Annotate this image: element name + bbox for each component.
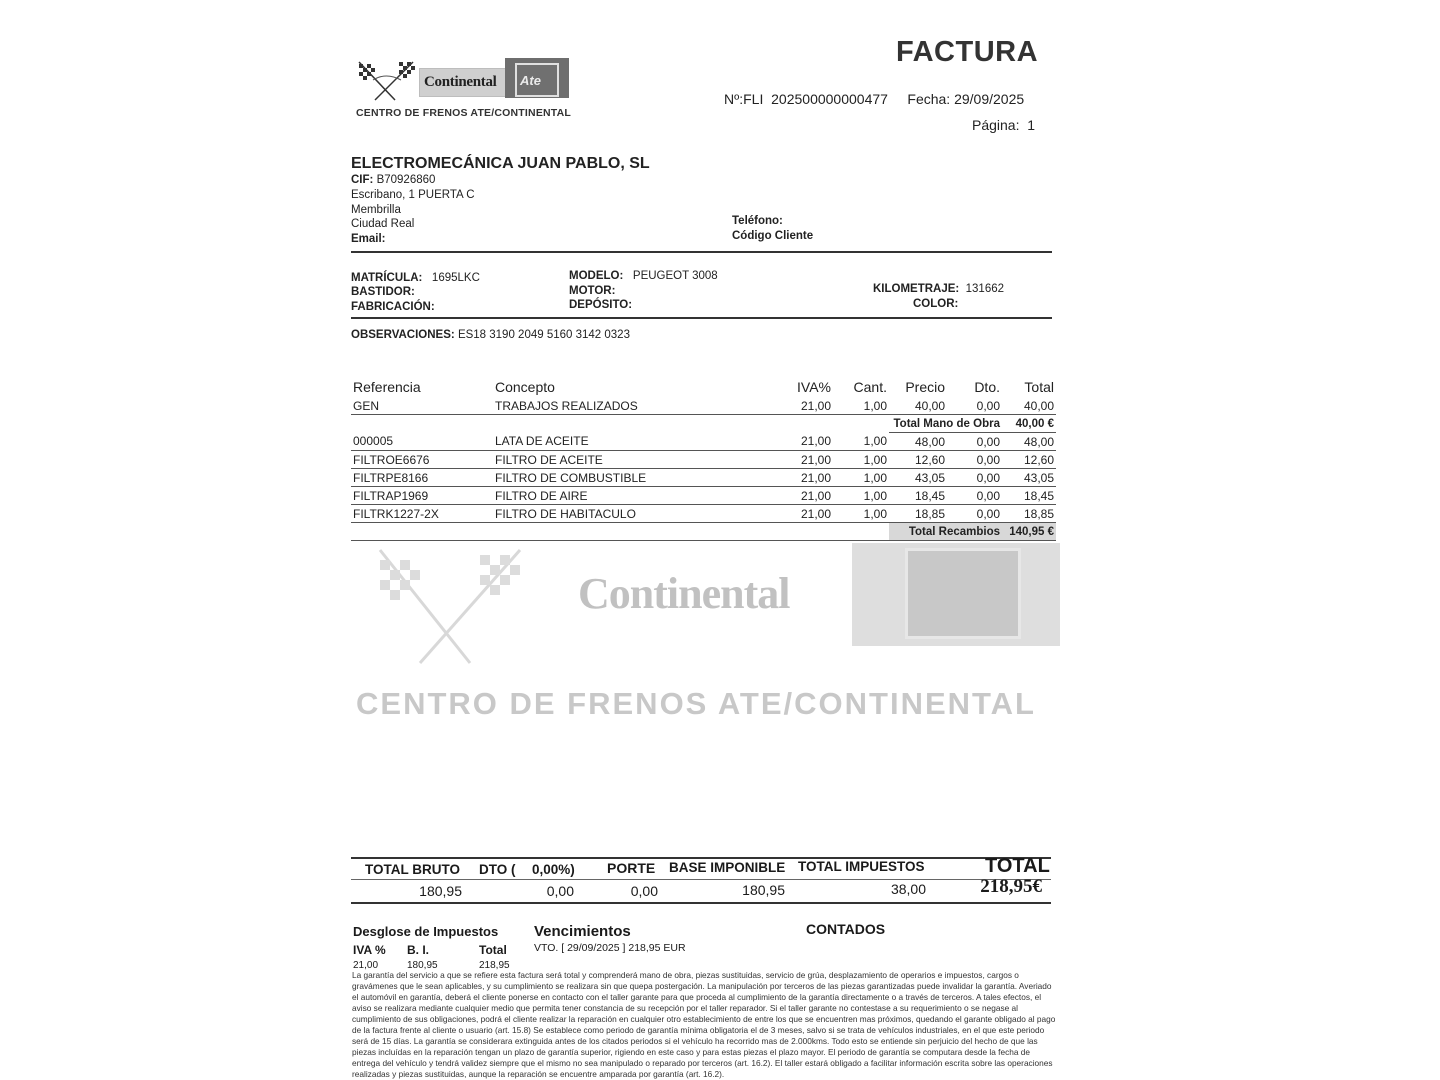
invoice-date: 29/09/2025 [954,91,1025,107]
cell-qty: 1,00 [833,451,889,469]
cell-total: 43,05 [1002,469,1056,487]
col-concept: Concepto [495,379,555,395]
cell-discount: 0,00 [947,487,1002,505]
client-province: Ciudad Real [351,218,415,230]
cell-concept: TRABAJOS REALIZADOS [493,397,753,415]
plate-row [351,272,480,284]
tax-col-iva: IVA % [353,943,386,957]
cell-discount: 0,00 [947,505,1002,523]
tax-row-base: 180,95 [407,960,438,971]
cell-total: 18,85 [1002,505,1056,523]
cell-price: 18,45 [889,487,947,505]
table-header [351,373,1056,397]
cell-iva: 21,00 [753,451,833,469]
observations-label: OBSERVACIONES: [351,329,455,341]
table-row [351,469,1056,487]
color-label: COLOR: [913,298,959,310]
cell-qty: 1,00 [833,487,889,505]
cell-qty: 1,00 [833,505,889,523]
model-row [569,270,718,282]
tax-row-iva: 21,00 [353,960,379,971]
cell-price: 12,60 [889,451,947,469]
invoice-number-line [724,91,1024,107]
invoice-number: 202500000000477 [771,91,888,107]
discount-label: DTO ( [479,862,516,877]
cell-ref: FILTRK1227-2X [351,505,493,523]
tax-breakdown-title: Desglose de Impuestos [353,924,499,939]
client-email-label: Email: [351,233,386,245]
divider [351,317,1052,319]
labor-subtotal-label: Total Mano de Obra [889,415,1002,433]
payment-method: CONTADOS [806,921,886,937]
cell-concept: FILTRO DE COMBUSTIBLE [493,469,753,487]
cell-iva: 21,00 [753,397,833,415]
checkered-flags-logo [355,58,417,102]
ate-logo-text: Ate [520,73,541,88]
due-dates-title: Vencimientos [534,923,631,940]
continental-logo [419,68,507,97]
tax-row-total: 218,95 [479,960,510,971]
cell-discount: 0,00 [947,433,1002,451]
table-row [351,433,1056,451]
cell-total: 12,60 [1002,451,1056,469]
cell-ref: FILTRAP1969 [351,487,493,505]
cell-total: 18,45 [1002,487,1056,505]
cell-ref: FILTRPE8166 [351,469,493,487]
cell-qty: 1,00 [833,397,889,415]
brand-tagline: CENTRO DE FRENOS ATE/CONTINENTAL [356,107,572,119]
cell-concept: FILTRO DE AIRE [493,487,753,505]
table-row [351,397,1056,415]
mileage-row [873,283,1004,295]
watermark-tagline: CENTRO DE FRENOS ATE/CONTINENTAL [356,686,1036,721]
mileage-value: 131662 [965,283,1005,295]
labor-subtotal-value: 40,00 € [1002,415,1056,433]
cell-concept: LATA DE ACEITE [493,433,753,451]
invoice-number-label: Nº: [724,91,744,107]
document-title: FACTURA [896,36,1039,68]
watermark-continental: Continental [578,569,790,618]
chassis-label: BASTIDOR: [351,286,415,298]
date-label: Fecha: [907,91,951,107]
cell-qty: 1,00 [833,433,889,451]
cell-ref: FILTROE6676 [351,451,493,469]
shipping-value: 0,00 [630,883,658,899]
cell-iva: 21,00 [753,487,833,505]
tax-col-base: B. I. [407,943,430,957]
items-table [351,373,1056,541]
gross-label: TOTAL BRUTO [365,862,461,877]
model-value: PEUGEOT 3008 [632,270,718,282]
parts-subtotal-value: 140,95 € [1002,523,1056,541]
shipping-label: PORTE [607,860,656,876]
page-label: Página: [972,117,1020,133]
taxes-label: TOTAL IMPUESTOS [798,859,925,874]
engine-label: MOTOR: [569,285,616,297]
cell-discount: 0,00 [947,397,1002,415]
due-date-line: VTO. [ 29/09/2025 ] 218,95 EUR [534,942,686,954]
cell-price: 40,00 [889,397,947,415]
client-address: Escribano, 1 PUERTA C [351,189,475,201]
client-city: Membrilla [351,204,401,216]
divider [351,879,1051,880]
cell-iva: 21,00 [753,469,833,487]
divider [351,251,1052,253]
parts-subtotal-row [351,523,1056,541]
observations-value: ES18 3190 2049 5160 3142 0323 [457,329,630,341]
client-code-label: Código Cliente [732,230,814,242]
gross-value: 180,95 [419,883,462,899]
cif-label: CIF: [351,174,374,186]
divider [351,857,1051,859]
cell-concept: FILTRO DE HABITACULO [493,505,753,523]
warranty-legal-text: La garantía del servicio a que se refiere esta factura será total y comprenderá mano de obra, piezas sustituidas, servicio de grúa, desplazamiento de operarios e impuestos, cargos o gravámenes que le sean aplicables, y su cumplimiento se realizara sin que quepa postergación. La manipulación por terceros de las piezas garantizadas puede invalidar la garantía. Averiado el automóvil en garantía, deberá el cliente ponerse en contacto con el taller garante para que proceda al cumplimiento de la garantía directamente o a través de terceros. A tales efectos, el aviso se realizara mediante cualquier medio que permita tener constancia de su recepción por el taller reparador. Si el taller garante no contestase a su requerimiento o se negase al cumplimiento de sus obligaciones, podrá el cliente realizar la reparación en cualquier otro establecimiento de entre los que se encuentren mas próximos, quedando el garante obligado al pago de la factura frente al cliente o usuario (art. 15.8) Se establece como periodo de garantía mínima obligatoria el de 3 meses, salvo si se trata de vehículos industriales, en el que este periodo será de 15 días. La garantía se considerara extinguida antes de los citados periodos si el vehículo ha recorrido mas de 2.000kms. Todo esto se entiende sin perjuicio del hecho de que las piezas incluídas en la reparación tengan un plazo de garantía superior, rigiendo en este caso y para estas piezas el plazo mayor. El periodo de garantía se computara desde la fecha de entrega del vehículo y tendrá validez siempre que el mismo no sea manipulado o reparado por terceros (art. 16.2). El taller estará obligado a facilitar información escrita sobre las operaciones realizadas y piezas sustituidas, aunque la reparación se encuentre amparada por garantía (art. 16.2). [352,970,1056,1079]
cell-iva: 21,00 [753,505,833,523]
total-label: TOTAL [985,855,1050,877]
cell-ref: GEN [351,397,493,415]
cell-concept: FILTRO DE ACEITE [493,451,753,469]
plate-value: 1695LKC [431,272,480,284]
col-total: Total [1024,379,1054,395]
cell-qty: 1,00 [833,469,889,487]
table-row [351,451,1056,469]
tax-col-total: Total [479,943,507,957]
tax-base-value: 180,95 [742,882,785,898]
cell-discount: 0,00 [947,451,1002,469]
cell-iva: 21,00 [753,433,833,451]
continental-logo-text: Continental [424,74,497,90]
watermark-ate-frame [905,548,1021,639]
observations-row [351,329,630,341]
tax-base-label: BASE IMPONIBLE [669,860,786,875]
total-value: 218,95€ [980,876,1042,897]
page-indicator [972,117,1035,133]
cell-total: 40,00 [1002,397,1056,415]
mileage-label: KILOMETRAJE: [873,283,960,295]
page-number: 1 [1027,117,1036,133]
discount-pct: 0,00%) [532,862,575,877]
cell-total: 48,00 [1002,433,1056,451]
tank-label: DEPÓSITO: [569,299,633,311]
invoice-series: FLI [743,91,764,107]
taxes-value: 38,00 [890,881,926,897]
col-discount: Dto. [974,379,1000,395]
col-reference: Referencia [353,379,421,395]
discount-value: 0,00 [546,883,574,899]
cell-price: 48,00 [889,433,947,451]
spacer [351,415,889,433]
phone-label: Teléfono: [732,215,783,227]
table-row [351,505,1056,523]
labor-subtotal-row [351,415,1056,433]
cell-discount: 0,00 [947,469,1002,487]
cell-price: 43,05 [889,469,947,487]
table-row [351,487,1056,505]
plate-label: MATRÍCULA: [351,272,423,284]
divider [351,902,1051,904]
cell-price: 18,85 [889,505,947,523]
cif-value: B70926860 [376,174,436,186]
manufacture-label: FABRICACIÓN: [351,301,435,313]
col-qty: Cant. [853,379,887,395]
col-iva: IVA% [797,379,831,395]
spacer [351,523,889,541]
client-name: ELECTROMECÁNICA JUAN PABLO, SL [351,155,650,172]
model-label: MODELO: [569,270,624,282]
parts-subtotal-label: Total Recambios [889,523,1002,541]
cell-ref: 000005 [351,433,493,451]
watermark-flags-icon [360,545,530,665]
client-cif [351,174,435,186]
col-price: Precio [905,379,945,395]
